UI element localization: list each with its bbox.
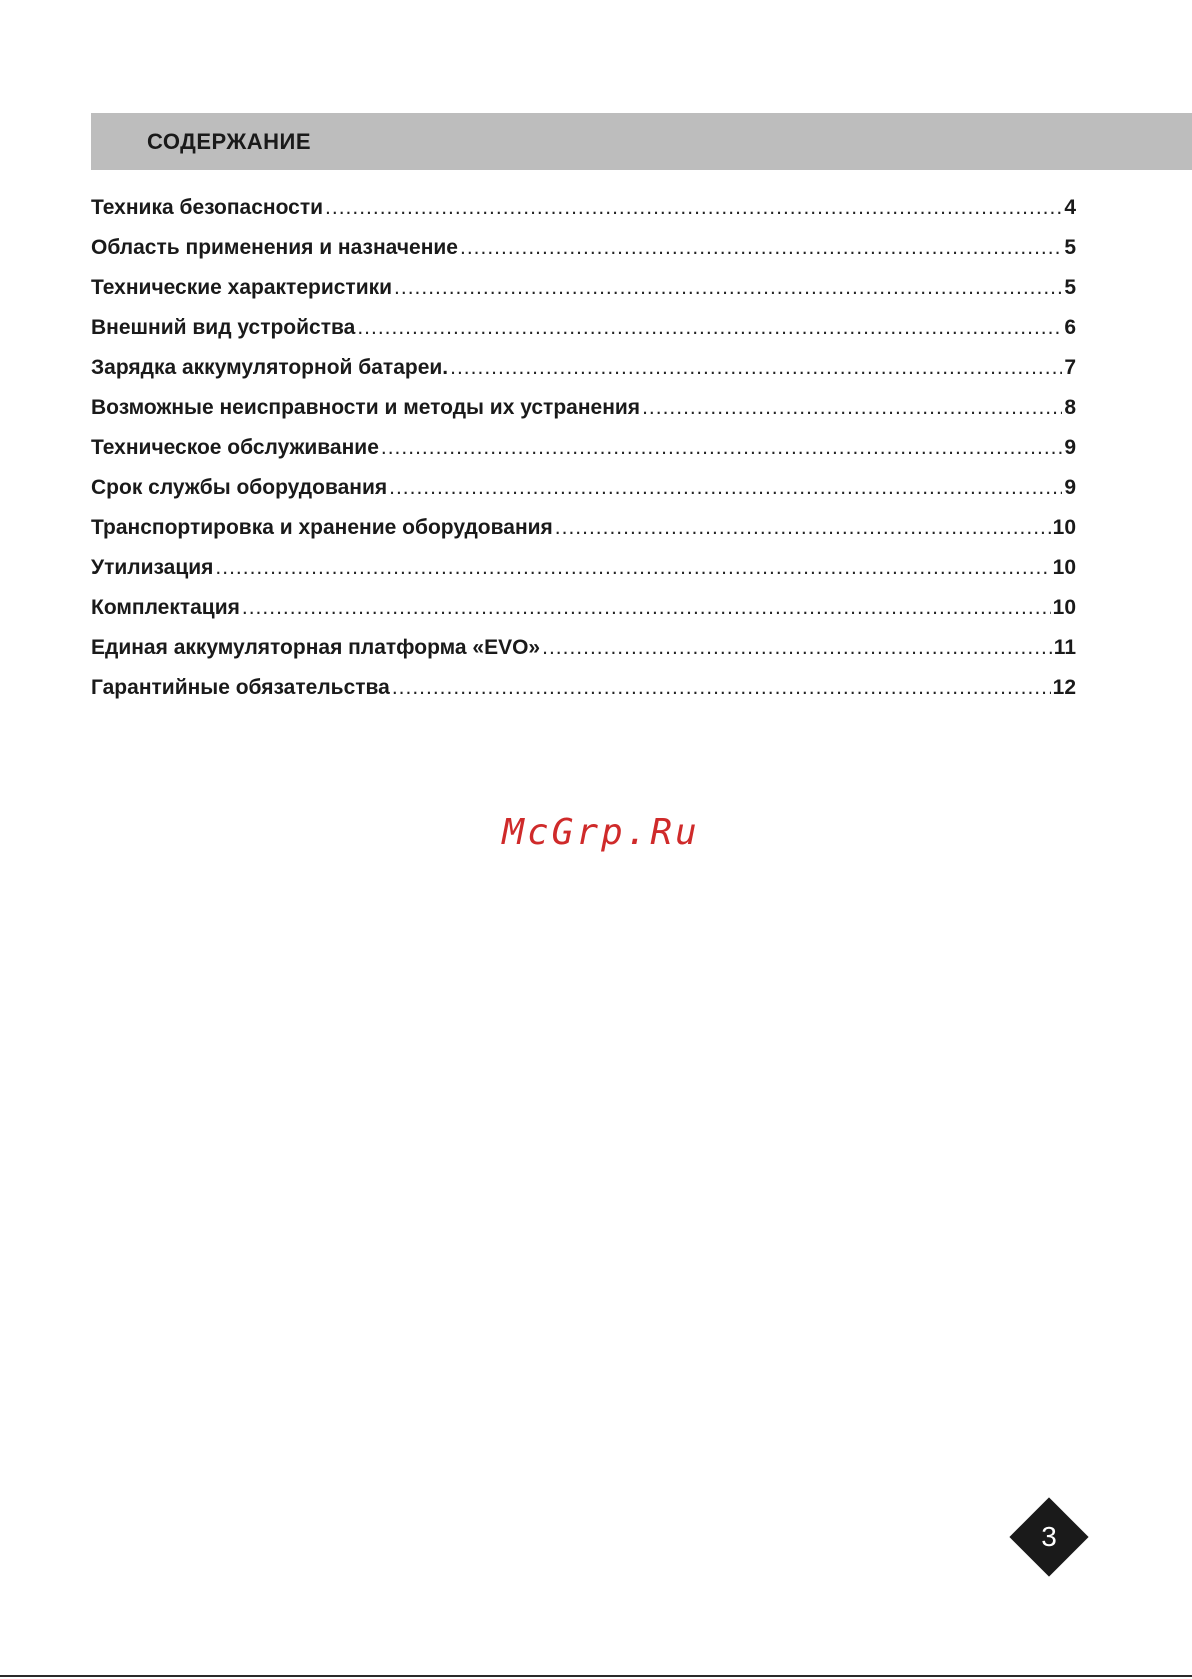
toc-entry-page: 10 (1052, 596, 1076, 619)
toc-entry-page: 10 (1052, 556, 1076, 579)
toc-entry[interactable] (91, 196, 1076, 236)
page-title: СОДЕРЖАНИЕ (147, 129, 312, 154)
dot-leader (389, 476, 1062, 500)
dot-leader (357, 316, 1062, 340)
watermark-text: McGrp.Ru (502, 812, 700, 853)
toc-entry-title: Техника безопасности (91, 196, 324, 219)
toc-entry-title: Технические характеристики (91, 276, 393, 299)
toc-entry[interactable] (91, 356, 1076, 396)
toc-entry-title: Техническое обслуживание (91, 436, 379, 459)
toc-entry-title: Срок службы оборудования (91, 476, 388, 499)
toc-entry[interactable] (91, 636, 1076, 676)
page-number-badge (1009, 1497, 1089, 1577)
toc-entry-page: 10 (1052, 516, 1076, 539)
toc-entry[interactable] (91, 476, 1076, 516)
dot-leader (392, 676, 1051, 700)
toc-entry-page: 4 (1064, 196, 1076, 219)
dot-leader (381, 436, 1062, 460)
toc-entry-title: Возможные неисправности и методы их устранения (91, 396, 641, 419)
dot-leader (242, 596, 1051, 620)
toc-entry-title: Утилизация (91, 556, 214, 579)
toc-entry[interactable] (91, 316, 1076, 356)
toc-entry[interactable] (91, 396, 1076, 436)
dot-leader (325, 196, 1062, 220)
toc-entry[interactable] (91, 596, 1076, 636)
dot-leader (642, 396, 1062, 420)
toc-entry-page: 5 (1064, 236, 1076, 259)
toc-entry[interactable] (91, 516, 1076, 556)
toc-entry-title: Внешний вид устройства (91, 316, 356, 339)
toc-entry-page: 12 (1052, 676, 1076, 699)
dot-leader (460, 236, 1062, 260)
toc-entry-page: 6 (1064, 316, 1076, 339)
dot-leader (215, 556, 1050, 580)
toc-entry-page: 9 (1064, 476, 1076, 499)
dot-leader (394, 276, 1062, 300)
toc-entry-page: 7 (1064, 356, 1076, 379)
dot-leader (450, 356, 1062, 380)
toc-entry-title: Область применения и назначение (91, 236, 458, 259)
toc-entry-page: 8 (1064, 396, 1076, 419)
toc-entry-title: Гарантийные обязательства (91, 676, 390, 699)
dot-leader (555, 516, 1051, 540)
dot-leader (542, 636, 1052, 660)
toc-entry-title: Комплектация (91, 596, 240, 619)
bottom-divider (0, 1675, 1192, 1677)
toc-entry[interactable] (91, 436, 1076, 476)
toc-entry[interactable] (91, 236, 1076, 276)
toc-entry[interactable] (91, 676, 1076, 716)
toc-entry-title: Зарядка аккумуляторной батареи. (91, 356, 449, 379)
toc-entry[interactable] (91, 276, 1076, 316)
toc-entry-title: Транспортировка и хранение оборудования (91, 516, 553, 539)
toc-entry-page: 11 (1053, 636, 1076, 659)
table-of-contents (91, 196, 1076, 716)
section-header-band (91, 113, 1192, 170)
toc-entry-title: Единая аккумуляторная платформа «EVO» (91, 636, 541, 659)
toc-entry[interactable] (91, 556, 1076, 596)
toc-entry-page: 5 (1064, 276, 1076, 299)
page-number: 3 (1041, 1521, 1057, 1552)
toc-entry-page: 9 (1064, 436, 1076, 459)
